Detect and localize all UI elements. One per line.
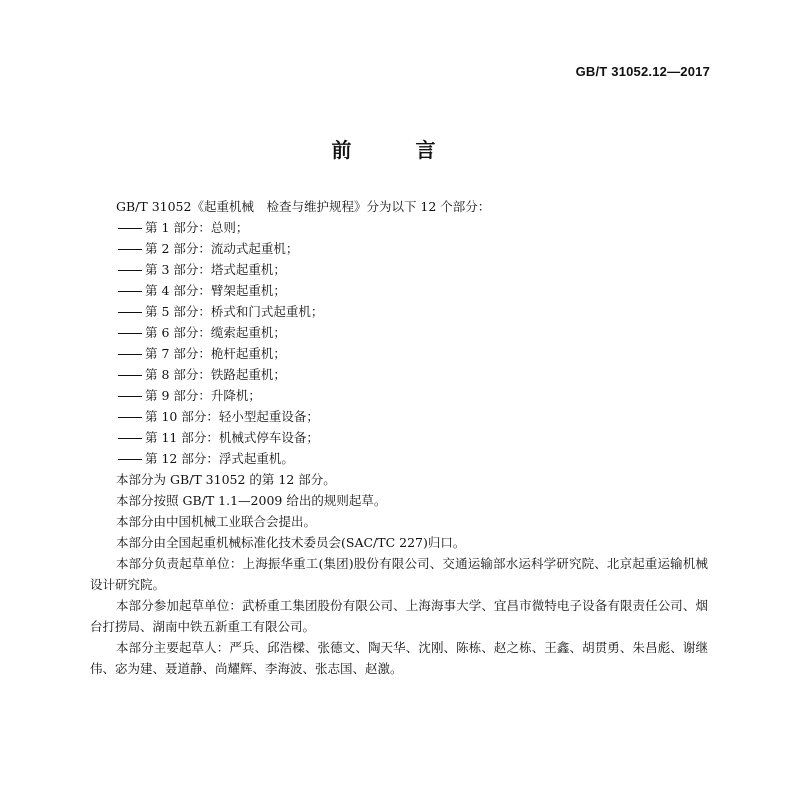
list-item bbox=[90, 280, 708, 301]
main-drafters: 本部分主要起草人：严兵、邱浩樑、张德文、陶天华、沈刚、陈栋、赵之栋、王鑫、胡贯勇、朱昌彪、谢继伟、宓为建、聂道静、尚耀辉、李海波、张志国、赵激。 bbox=[90, 640, 708, 676]
list-item-text: 第 6 部分：缆索起重机； bbox=[145, 325, 286, 340]
list-item-text: 第 10 部分：轻小型起重设备； bbox=[145, 409, 319, 424]
dash-mark bbox=[118, 396, 142, 397]
foreword-body bbox=[90, 196, 708, 679]
dash-mark bbox=[118, 333, 142, 334]
dash-mark bbox=[118, 249, 142, 250]
list-item-text: 第 3 部分：塔式起重机； bbox=[145, 262, 286, 277]
dash-mark bbox=[118, 228, 142, 229]
list-item-text: 第 5 部分：桥式和门式起重机； bbox=[145, 304, 324, 319]
page-title: 前 言 bbox=[331, 138, 458, 162]
list-item bbox=[90, 448, 708, 469]
list-item-text: 第 8 部分：铁路起重机； bbox=[145, 367, 286, 382]
participating-drafters: 本部分参加起草单位：武桥重工集团股份有限公司、上海海事大学、宜昌市微特电子设备有限责任公司、烟台打捞局、湖南中铁五新重工有限公司。 bbox=[90, 598, 708, 634]
list-item-text: 第 1 部分：总则； bbox=[145, 220, 249, 235]
list-item bbox=[90, 406, 708, 427]
part-statement: 本部分为 GB/T 31052 的第 12 部分。 bbox=[116, 472, 336, 487]
standard-code: GB/T 31052.12—2017 bbox=[575, 64, 710, 79]
proposer-statement: 本部分由中国机械工业联合会提出。 bbox=[116, 514, 317, 529]
list-item bbox=[90, 364, 708, 385]
dash-mark bbox=[118, 459, 142, 460]
list-item-text: 第 2 部分：流动式起重机； bbox=[145, 241, 299, 256]
dash-mark bbox=[118, 417, 142, 418]
list-item-text: 第 12 部分：浮式起重机。 bbox=[145, 451, 294, 466]
list-item bbox=[90, 238, 708, 259]
list-item bbox=[90, 385, 708, 406]
drafting-rules: 本部分按照 GB/T 1.1—2009 给出的规则起草。 bbox=[116, 493, 387, 508]
dash-mark bbox=[118, 270, 142, 271]
dash-mark bbox=[118, 291, 142, 292]
dash-mark bbox=[118, 354, 142, 355]
list-item-text: 第 7 部分：桅杆起重机； bbox=[145, 346, 286, 361]
intro-paragraph: GB/T 31052《起重机械 检查与维护规程》分为以下 12 个部分： bbox=[116, 199, 491, 214]
list-item-text: 第 4 部分：臂架起重机； bbox=[145, 283, 286, 298]
lead-drafters: 本部分负责起草单位：上海振华重工(集团)股份有限公司、交通运输部水运科学研究院、北京起重运输机械设计研究院。 bbox=[90, 556, 708, 592]
list-item bbox=[90, 343, 708, 364]
dash-mark bbox=[118, 375, 142, 376]
list-item bbox=[90, 427, 708, 448]
dash-mark bbox=[118, 438, 142, 439]
list-item bbox=[90, 259, 708, 280]
list-item-text: 第 11 部分：机械式停车设备； bbox=[145, 430, 319, 445]
list-item-text: 第 9 部分：升降机； bbox=[145, 388, 261, 403]
list-item bbox=[90, 217, 708, 238]
list-item bbox=[90, 301, 708, 322]
list-item bbox=[90, 322, 708, 343]
dash-mark bbox=[118, 312, 142, 313]
committee-statement: 本部分由全国起重机械标准化技术委员会(SAC/TC 227)归口。 bbox=[116, 535, 466, 550]
